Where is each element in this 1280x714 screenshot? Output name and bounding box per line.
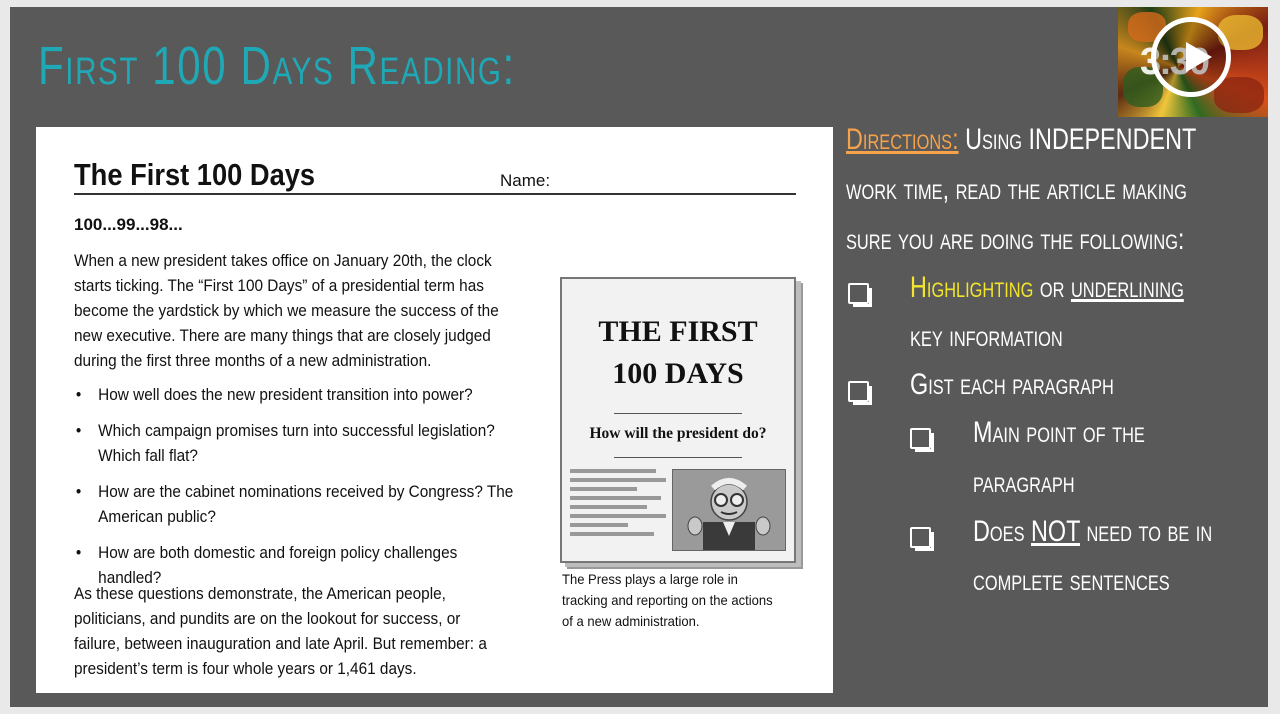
- newspaper-rule: [614, 457, 742, 458]
- slide: [10, 7, 1268, 707]
- article-title: The First 100 Days: [74, 157, 316, 192]
- video-timer-thumbnail[interactable]: [1118, 7, 1268, 117]
- task-highlighting: [910, 271, 1184, 305]
- subtask-main-point: Main point of the: [973, 416, 1145, 449]
- checkbox-icon: [848, 283, 869, 304]
- does-text: Does: [973, 515, 1032, 548]
- newspaper-headline-line-1: THE FIRST: [598, 315, 758, 348]
- list-item: • How well does the new president transition into power?: [74, 383, 520, 408]
- or-text: or: [1033, 271, 1071, 304]
- checkbox-icon: [910, 527, 931, 548]
- list-item: • How are the cabinet nominations received by Congress? The American public?: [74, 480, 520, 530]
- video-timer-text: 3:30: [1140, 41, 1209, 83]
- directions-text: Using: [958, 123, 1029, 156]
- article-paragraph-1: When a new president takes office on January 20th, the clock starts ticking. The “First 100 Days” of a presidential term has become the yardstick by which we measure the success of the new executive. There are many things that are closely judged during the first three months of a new administration.: [74, 252, 499, 370]
- newspaper-rule: [614, 413, 742, 414]
- list-item: • Which campaign promises turn into successful legislation? Which fall flat?: [74, 419, 520, 469]
- name-label: Name:: [500, 171, 551, 190]
- directions-label: Directions:: [846, 123, 959, 156]
- title-divider: [74, 193, 796, 195]
- article-document: [36, 127, 833, 693]
- need-text: need to be in: [1079, 515, 1213, 548]
- underlining-text: underlining: [1070, 271, 1184, 304]
- play-icon: [1186, 42, 1212, 72]
- newspaper-headline: [562, 311, 794, 395]
- countdown-heading: 100...99...98...: [74, 215, 183, 234]
- newspaper-illustration: [560, 277, 796, 563]
- checkbox-icon: [848, 381, 869, 402]
- list-item: • How are both domestic and foreign policy challenges handled?: [74, 541, 520, 591]
- directions-line-2: work time, read the article making: [846, 173, 1187, 206]
- newspaper-subhead: How will the president do?: [589, 425, 767, 442]
- newspaper-text-lines: [570, 469, 666, 541]
- president-cartoon-icon: [672, 469, 786, 551]
- slide-title: First 100 Days Reading:: [38, 36, 516, 96]
- newspaper-caption: The Press plays a large role in tracking and reporting on the actions of a new administration.: [562, 571, 773, 629]
- subtask-main-point-line-2: paragraph: [973, 466, 1075, 499]
- not-text: NOT: [1031, 515, 1080, 548]
- newspaper-headline-line-2: 100 DAYS: [612, 357, 744, 390]
- task-highlighting-line-2: key information: [910, 320, 1063, 353]
- task-gist: Gist each paragraph: [910, 368, 1114, 401]
- play-button[interactable]: [1151, 17, 1231, 97]
- subtask-not-sentences-line-2: complete sentences: [973, 564, 1170, 597]
- directions-line-3: sure you are doing the following:: [846, 223, 1185, 256]
- highlighting-text: Highlighting: [910, 271, 1034, 304]
- subtask-not-sentences: [973, 515, 1212, 549]
- checkbox-icon: [910, 428, 931, 449]
- article-paragraph-2: As these questions demonstrate, the American people, politicians, and pundits are on the lookout for success, or failure, between inauguration and late April. But remember: a president’s term is four whole years or 1,461 days.: [74, 585, 487, 678]
- directions-independent: INDEPENDENT: [1028, 123, 1197, 156]
- directions-line-1: [846, 123, 1196, 157]
- question-list: [74, 383, 520, 602]
